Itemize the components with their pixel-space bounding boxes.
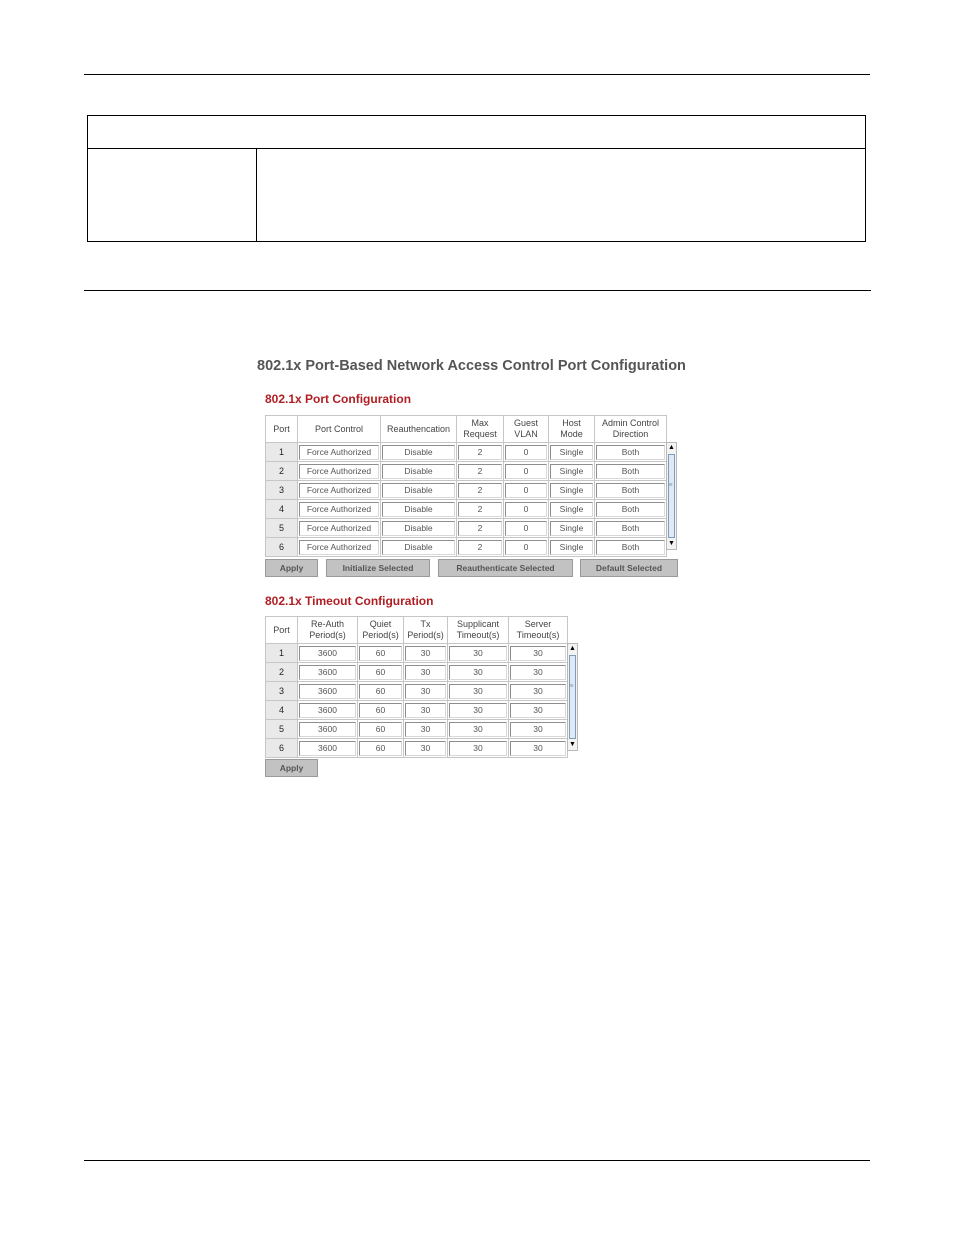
- guest-vlan-input[interactable]: 0: [505, 445, 547, 460]
- max-request-input[interactable]: 2: [458, 521, 502, 536]
- server-timeout-input[interactable]: 30: [510, 646, 566, 661]
- header-host-mode: Host Mode: [549, 416, 595, 443]
- reauth-select[interactable]: Disable: [382, 540, 455, 555]
- reauth-select[interactable]: Disable: [382, 464, 455, 479]
- port-number: 6: [266, 538, 298, 557]
- reauth-select[interactable]: Disable: [382, 502, 455, 517]
- guest-vlan-input[interactable]: 0: [505, 540, 547, 555]
- scroll-down-arrow-icon[interactable]: ▼: [668, 540, 675, 547]
- page-title: 802.1x Port-Based Network Access Control Port Configuration: [257, 358, 686, 374]
- port-control-select[interactable]: Force Authorized: [299, 540, 379, 555]
- reauth-period-input[interactable]: 3600: [299, 722, 356, 737]
- port-number: 4: [266, 500, 298, 519]
- header-admin-control-direction: Admin Control Direction: [595, 416, 667, 443]
- table-row[interactable]: [266, 500, 667, 519]
- header-port: Port: [266, 416, 298, 443]
- table-row[interactable]: [266, 701, 568, 720]
- host-mode-select[interactable]: Single: [550, 483, 593, 498]
- admin-direction-select[interactable]: Both: [596, 540, 665, 555]
- scroll-down-arrow-icon[interactable]: ▼: [569, 741, 576, 748]
- scroll-grip-icon: ≡: [569, 683, 574, 690]
- server-timeout-input[interactable]: 30: [510, 722, 566, 737]
- tx-period-input[interactable]: 30: [405, 684, 446, 699]
- supplicant-timeout-input[interactable]: 30: [449, 646, 507, 661]
- scroll-thumb[interactable]: [668, 454, 675, 538]
- port-number: 1: [266, 443, 298, 462]
- quiet-period-input[interactable]: 60: [359, 646, 402, 661]
- guest-vlan-input[interactable]: 0: [505, 464, 547, 479]
- table-row[interactable]: [266, 538, 667, 557]
- reauth-period-input[interactable]: 3600: [299, 703, 356, 718]
- initialize-selected-button[interactable]: Initialize Selected: [326, 559, 430, 577]
- header-rule: [84, 74, 870, 75]
- table-row[interactable]: [266, 644, 568, 663]
- tx-period-input[interactable]: 30: [405, 703, 446, 718]
- default-selected-button[interactable]: Default Selected: [580, 559, 678, 577]
- table-row[interactable]: [266, 519, 667, 538]
- host-mode-select[interactable]: Single: [550, 464, 593, 479]
- supplicant-timeout-input[interactable]: 30: [449, 665, 507, 680]
- table-row[interactable]: [266, 739, 568, 758]
- header-quiet-period: Quiet Period(s): [358, 617, 404, 644]
- header-tx-period: Tx Period(s): [404, 617, 448, 644]
- port-number: 5: [266, 519, 298, 538]
- tx-period-input[interactable]: 30: [405, 665, 446, 680]
- port-control-select[interactable]: Force Authorized: [299, 502, 379, 517]
- timeout-apply-button[interactable]: Apply: [265, 759, 318, 777]
- quiet-period-input[interactable]: 60: [359, 684, 402, 699]
- server-timeout-input[interactable]: 30: [510, 684, 566, 699]
- port-number: 5: [266, 720, 298, 739]
- port-config-header-row: [266, 416, 667, 443]
- port-number: 4: [266, 701, 298, 720]
- document-table: [87, 115, 866, 242]
- table-row[interactable]: [266, 462, 667, 481]
- host-mode-select[interactable]: Single: [550, 540, 593, 555]
- port-number: 2: [266, 462, 298, 481]
- table-row[interactable]: [266, 481, 667, 500]
- admin-direction-select[interactable]: Both: [596, 483, 665, 498]
- table-row[interactable]: [266, 720, 568, 739]
- port-number: 6: [266, 739, 298, 758]
- reauth-period-input[interactable]: 3600: [299, 665, 356, 680]
- quiet-period-input[interactable]: 60: [359, 722, 402, 737]
- table-row[interactable]: [266, 682, 568, 701]
- max-request-input[interactable]: 2: [458, 483, 502, 498]
- reauthenticate-selected-button[interactable]: Reauthenticate Selected: [438, 559, 573, 577]
- header-supplicant-timeout: Supplicant Timeout(s): [448, 617, 509, 644]
- reauth-select[interactable]: Disable: [382, 521, 455, 536]
- quiet-period-input[interactable]: 60: [359, 703, 402, 718]
- port-apply-button[interactable]: Apply: [265, 559, 318, 577]
- scroll-up-arrow-icon[interactable]: ▲: [569, 645, 576, 652]
- header-reauth-period: Re-Auth Period(s): [298, 617, 358, 644]
- port-number: 2: [266, 663, 298, 682]
- quiet-period-input[interactable]: 60: [359, 741, 402, 756]
- reauth-period-input[interactable]: 3600: [299, 684, 356, 699]
- scroll-grip-icon: ≡: [668, 482, 673, 489]
- port-config-title: 802.1x Port Configuration: [265, 392, 412, 406]
- port-config-table: [265, 415, 667, 557]
- supplicant-timeout-input[interactable]: 30: [449, 703, 507, 718]
- header-reauthentication: Reauthencation: [381, 416, 457, 443]
- port-number: 3: [266, 682, 298, 701]
- max-request-input[interactable]: 2: [458, 445, 502, 460]
- admin-direction-select[interactable]: Both: [596, 521, 665, 536]
- port-control-select[interactable]: Force Authorized: [299, 483, 379, 498]
- server-timeout-input[interactable]: 30: [510, 741, 566, 756]
- tx-period-input[interactable]: 30: [405, 741, 446, 756]
- max-request-input[interactable]: 2: [458, 464, 502, 479]
- reauth-period-input[interactable]: 3600: [299, 646, 356, 661]
- document-table-column-divider: [256, 148, 257, 241]
- host-mode-select[interactable]: Single: [550, 502, 593, 517]
- guest-vlan-input[interactable]: 0: [505, 502, 547, 517]
- port-config-scrollbar[interactable]: [666, 442, 677, 550]
- table-row[interactable]: [266, 443, 667, 462]
- timeout-config-header-row: [266, 617, 568, 644]
- tx-period-input[interactable]: 30: [405, 646, 446, 661]
- scroll-thumb[interactable]: [569, 655, 576, 739]
- guest-vlan-input[interactable]: 0: [505, 483, 547, 498]
- table-row[interactable]: [266, 663, 568, 682]
- footer-rule: [84, 1160, 870, 1161]
- guest-vlan-input[interactable]: 0: [505, 521, 547, 536]
- reauth-select[interactable]: Disable: [382, 445, 455, 460]
- max-request-input[interactable]: 2: [458, 502, 502, 517]
- supplicant-timeout-input[interactable]: 30: [449, 722, 507, 737]
- server-timeout-input[interactable]: 30: [510, 665, 566, 680]
- host-mode-select[interactable]: Single: [550, 521, 593, 536]
- host-mode-select[interactable]: Single: [550, 445, 593, 460]
- timeout-config-scrollbar[interactable]: [567, 643, 578, 751]
- port-control-select[interactable]: Force Authorized: [299, 464, 379, 479]
- admin-direction-select[interactable]: Both: [596, 445, 665, 460]
- quiet-period-input[interactable]: 60: [359, 665, 402, 680]
- admin-direction-select[interactable]: Both: [596, 502, 665, 517]
- port-number: 1: [266, 644, 298, 663]
- supplicant-timeout-input[interactable]: 30: [449, 741, 507, 756]
- port-control-select[interactable]: Force Authorized: [299, 521, 379, 536]
- reauth-period-input[interactable]: 3600: [299, 741, 356, 756]
- header-server-timeout: Server Timeout(s): [509, 617, 568, 644]
- section-rule: [84, 290, 871, 291]
- supplicant-timeout-input[interactable]: 30: [449, 684, 507, 699]
- header-port-control: Port Control: [298, 416, 381, 443]
- port-number: 3: [266, 481, 298, 500]
- server-timeout-input[interactable]: 30: [510, 703, 566, 718]
- reauth-select[interactable]: Disable: [382, 483, 455, 498]
- header-port: Port: [266, 617, 298, 644]
- timeout-config-table: [265, 616, 568, 758]
- scroll-up-arrow-icon[interactable]: ▲: [668, 444, 675, 451]
- admin-direction-select[interactable]: Both: [596, 464, 665, 479]
- timeout-config-title: 802.1x Timeout Configuration: [265, 594, 434, 608]
- tx-period-input[interactable]: 30: [405, 722, 446, 737]
- document-table-header-row: [88, 116, 865, 149]
- header-guest-vlan: Guest VLAN: [504, 416, 549, 443]
- max-request-input[interactable]: 2: [458, 540, 502, 555]
- header-max-request: Max Request: [457, 416, 504, 443]
- port-control-select[interactable]: Force Authorized: [299, 445, 379, 460]
